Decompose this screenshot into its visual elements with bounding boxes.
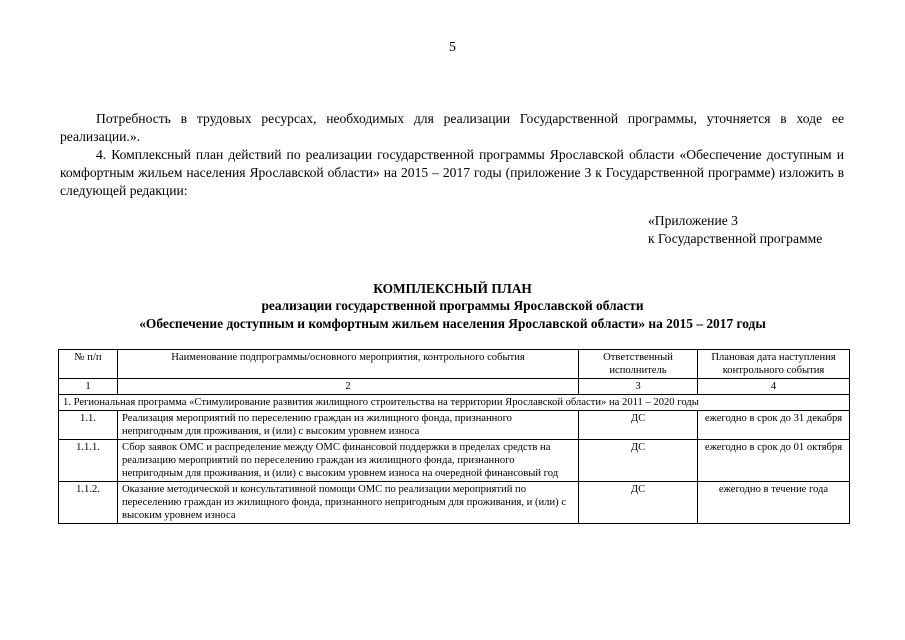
row-date: ежегодно в течение года xyxy=(698,482,850,524)
column-number-2: 2 xyxy=(118,379,579,395)
page-number: 5 xyxy=(449,40,456,55)
paragraph-plan-amendment-text: 4. Комплексный план действий по реализации государственной программы Ярославской области «Обеспечение доступным и комфортным жильем населения Ярославской области» на 2015 – 2017 годы (приложение 3 к Государственной программе) изложить в следующей редакции: xyxy=(60,147,844,198)
column-number-1: 1 xyxy=(59,379,118,395)
row-executor: ДС xyxy=(579,482,698,524)
plan-table xyxy=(58,349,850,524)
row-name: Сбор заявок ОМС и распределение между ОМС финансовой поддержки в пределах средств на реализацию мероприятий по переселению граждан из жилищного фонда, признанного непригодным для проживания, и (или) с высоким уровнем износа на очередной финансовый год xyxy=(118,440,579,482)
paragraph-workforce xyxy=(60,110,844,146)
plan-subtitle-1: реализации государственной программы Ярославской области xyxy=(261,298,644,313)
row-number: 1.1. xyxy=(59,411,118,440)
header-date: Плановая дата наступления контрольного события xyxy=(698,350,850,379)
header-name: Наименование подпрограммы/основного мероприятия, контрольного события xyxy=(118,350,579,379)
row-date: ежегодно в срок до 01 октября xyxy=(698,440,850,482)
row-date: ежегодно в срок до 31 декабря xyxy=(698,411,850,440)
table-row xyxy=(59,482,850,524)
paragraph-workforce-text: Потребность в трудовых ресурсах, необходимых для реализации Государственной программы, уточняется в ходе ее реализации.». xyxy=(60,111,844,144)
section-title: 1. Региональная программа «Стимулирование развития жилищного строительства на территории Ярославской области» на 2011 – 2020 годы xyxy=(59,395,850,411)
column-number-row xyxy=(59,379,850,395)
table-row xyxy=(59,411,850,440)
plan-subtitle-2: «Обеспечение доступным и комфортным жильем населения Ярославской области» на 2015 – 2017 годы xyxy=(139,316,766,331)
column-number-4: 4 xyxy=(698,379,850,395)
row-executor: ДС xyxy=(579,411,698,440)
appendix-line-1: «Приложение 3 xyxy=(648,213,738,228)
appendix-line-2: к Государственной программе xyxy=(648,231,823,246)
row-name: Реализация мероприятий по переселению граждан из жилищного фонда, признанного непригодным для проживания, и (или) с высоким уровнем износа xyxy=(118,411,579,440)
section-row xyxy=(59,395,850,411)
row-number: 1.1.2. xyxy=(59,482,118,524)
table-header-row xyxy=(59,350,850,379)
plan-title: КОМПЛЕКСНЫЙ ПЛАН xyxy=(373,281,532,296)
paragraph-plan-amendment xyxy=(60,146,844,200)
header-executor: Ответственный исполнитель xyxy=(579,350,698,379)
column-number-3: 3 xyxy=(579,379,698,395)
row-number: 1.1.1. xyxy=(59,440,118,482)
table-row xyxy=(59,440,850,482)
row-executor: ДС xyxy=(579,440,698,482)
row-name: Оказание методической и консультативной помощи ОМС по реализации мероприятий по переселению граждан из жилищного фонда, признанного непригодным для проживания, и (или) с высоким уровнем износа xyxy=(118,482,579,524)
appendix-reference xyxy=(648,212,822,248)
header-number: № п/п xyxy=(59,350,118,379)
